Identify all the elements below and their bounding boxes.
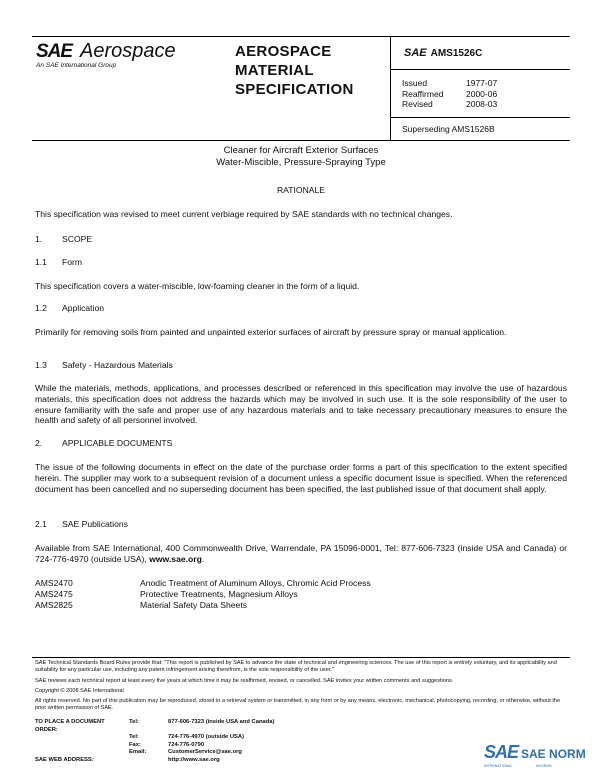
- spec-type-title: [235, 42, 354, 99]
- section-1-3-heading: [35, 360, 173, 370]
- reference-item: [35, 589, 371, 600]
- section-2-1-text-end: .: [201, 553, 205, 564]
- reference-item: [35, 600, 371, 611]
- order-contact-block: [35, 719, 274, 765]
- section-number: 1.3: [35, 360, 47, 370]
- tel2-value: 724-776-4970 (outside USA): [168, 734, 245, 741]
- section-number: 1.: [35, 234, 43, 244]
- section-2-text: The issue of the following documents in effect on the date of the purchase order forms a part of this specification to the extent specified herein. The supplier may work to a subsequent revision of a document unless a specific document issue is specified. When the referenced document has been cancelled and no superseding document has been specified, the last published issue of that document shall apply.: [35, 462, 567, 494]
- reference-code: AMS2825: [35, 599, 73, 610]
- section-2-heading: [35, 438, 172, 448]
- issued-label: Issued: [402, 78, 428, 88]
- reference-title: Anodic Treatment of Aluminum Alloys, Chromic Acid Process: [140, 578, 371, 588]
- sae-norm-logo: [484, 742, 586, 763]
- web-label: SAE WEB ADDRESS:: [35, 756, 94, 763]
- reference-title: Protective Treatments, Magnesium Alloys: [140, 588, 298, 599]
- section-2-1-text-part: Available from SAE International, 400 Commonwealth Drive, Warrendale, PA 15096-0001, Tel: 877-606-7323 (inside USA and Canada) or 724-776-4970 (outside USA),: [35, 543, 567, 564]
- reaffirmed-label: Reaffirmed: [402, 88, 444, 99]
- order-label: TO PLACE A DOCUMENT ORDER:: [35, 719, 105, 733]
- section-number: 2.: [35, 438, 43, 448]
- section-1-2-heading: [35, 303, 104, 313]
- section-title: SCOPE: [62, 234, 93, 244]
- sae-logo: SAE: [36, 41, 73, 62]
- spec-title-line: SPECIFICATION: [235, 81, 354, 98]
- footer-rule: [32, 657, 570, 658]
- section-title: SAE Publications: [62, 519, 128, 529]
- header-vertical-rule: [390, 36, 391, 140]
- email-link[interactable]: CustomerService@sae.org: [168, 749, 242, 756]
- document-title-line: Water-Miscible, Pressure-Spraying Type: [216, 157, 386, 168]
- logo-subtitle: An SAE International Group: [36, 62, 117, 69]
- fax-value: 724-776-0790: [168, 741, 205, 748]
- reference-code: AMS2475: [35, 588, 73, 599]
- reference-code: AMS2470: [35, 578, 73, 588]
- section-1-2-text: Primarily for removing soils from painted and unpainted exterior surfaces of aircraft by pressure spray or manual application.: [35, 327, 507, 337]
- superseding-note: Superseding AMS1526B: [402, 124, 495, 134]
- document-dates: [402, 78, 497, 110]
- tel-label: Tel:: [129, 719, 139, 725]
- sae-website-link[interactable]: www.sae.org: [149, 553, 202, 564]
- section-number: 1.1: [35, 257, 47, 267]
- section-2-1-heading: [35, 519, 128, 529]
- section-number: 1.2: [35, 303, 47, 313]
- spec-title-line: MATERIAL: [235, 62, 314, 79]
- section-title: APPLICABLE DOCUMENTS: [62, 438, 173, 448]
- header-top-rule: [32, 36, 570, 37]
- section-2-1-text: [35, 543, 567, 565]
- web-link[interactable]: http://www.sae.org: [168, 756, 220, 763]
- revised-value: 2008-03: [466, 99, 498, 109]
- fax-label: Fax:: [129, 741, 141, 748]
- document-title-line: Cleaner for Aircraft Exterior Surfaces: [223, 145, 379, 156]
- issued-value: 1977-07: [466, 78, 498, 88]
- document-title: [32, 145, 570, 169]
- rights-text: All rights reserved. No part of this publication may be reproduced, stored in a retrieval system or transmitted, in any form or by any means, electronic, mechanical, photocopying, recording, or otherwise, without the prior written permission of SAE.: [35, 698, 561, 711]
- reference-list: [35, 578, 371, 610]
- rationale-heading: RATIONALE: [276, 185, 326, 195]
- tel2-label: Tel:: [129, 734, 139, 741]
- sae-norm-mark: SAE: [484, 742, 519, 762]
- revised-label: Revised: [402, 99, 433, 109]
- section-title: Application: [62, 303, 105, 313]
- tel-value: 877-606-7323 (inside USA and Canada): [168, 719, 275, 725]
- document-number: [404, 47, 482, 59]
- sae-norm-sub-right: ANORMS: [536, 764, 552, 768]
- aerospace-logo-text: Aerospace: [80, 40, 176, 62]
- document-number-text: AMS1526C: [430, 48, 483, 59]
- reference-title: Material Safety Data Sheets: [140, 599, 247, 610]
- dates-rule: [391, 117, 570, 118]
- header-bottom-rule: [32, 140, 570, 141]
- spec-title-line: AEROSPACE: [235, 43, 332, 60]
- sae-norm-text: SAE NORM: [521, 747, 586, 761]
- section-title: Form: [62, 257, 83, 267]
- section-number: 2.1: [35, 519, 47, 529]
- reference-item: [35, 578, 371, 589]
- standards-rules-text: SAE Technical Standards Board Rules provide that: "This report is published by SAE to advance the state of technical and engineering sciences. The use of this report is entirely voluntary, and its applicability and suitability for any particular use, including any patent infringement arising therefrom, is the sole responsibility of the user.": [35, 660, 557, 673]
- docno-rule: [391, 69, 570, 70]
- section-1-1-text: This specification covers a water-miscible, low-foaming cleaner in the form of a liquid.: [35, 281, 360, 291]
- section-1-1-heading: [35, 257, 82, 267]
- sae-norm-sub-left: INTERNATIONAL: [484, 764, 513, 768]
- reaffirmed-value: 2000-06: [466, 88, 498, 99]
- rationale-text: This specification was revised to meet current verbiage required by SAE standards with no technical changes.: [35, 209, 453, 219]
- section-title: Safety - Hazardous Materials: [62, 360, 173, 370]
- sae-small-logo: SAE: [404, 47, 427, 59]
- section-1-heading: [35, 234, 92, 244]
- section-1-3-text: While the materials, methods, applications, and processes described or referenced in this specification may involve the use of hazardous materials, this specification does not address the hazards which may be involved in such use. It is the sole responsibility of the user to ensure familiarity with the safe and proper use of any hazardous materials and to take necessary precautionary measures to ensure the health and safety of all personnel involved.: [35, 383, 567, 426]
- copyright-text: Copyright © 2008 SAE International: [35, 688, 124, 694]
- email-label: Email:: [129, 749, 147, 756]
- review-text: SAE reviews each technical report at least every five years at which time it may be reaffirmed, revised, or cancelled. SAE invites your written comments and suggestions.: [35, 678, 454, 684]
